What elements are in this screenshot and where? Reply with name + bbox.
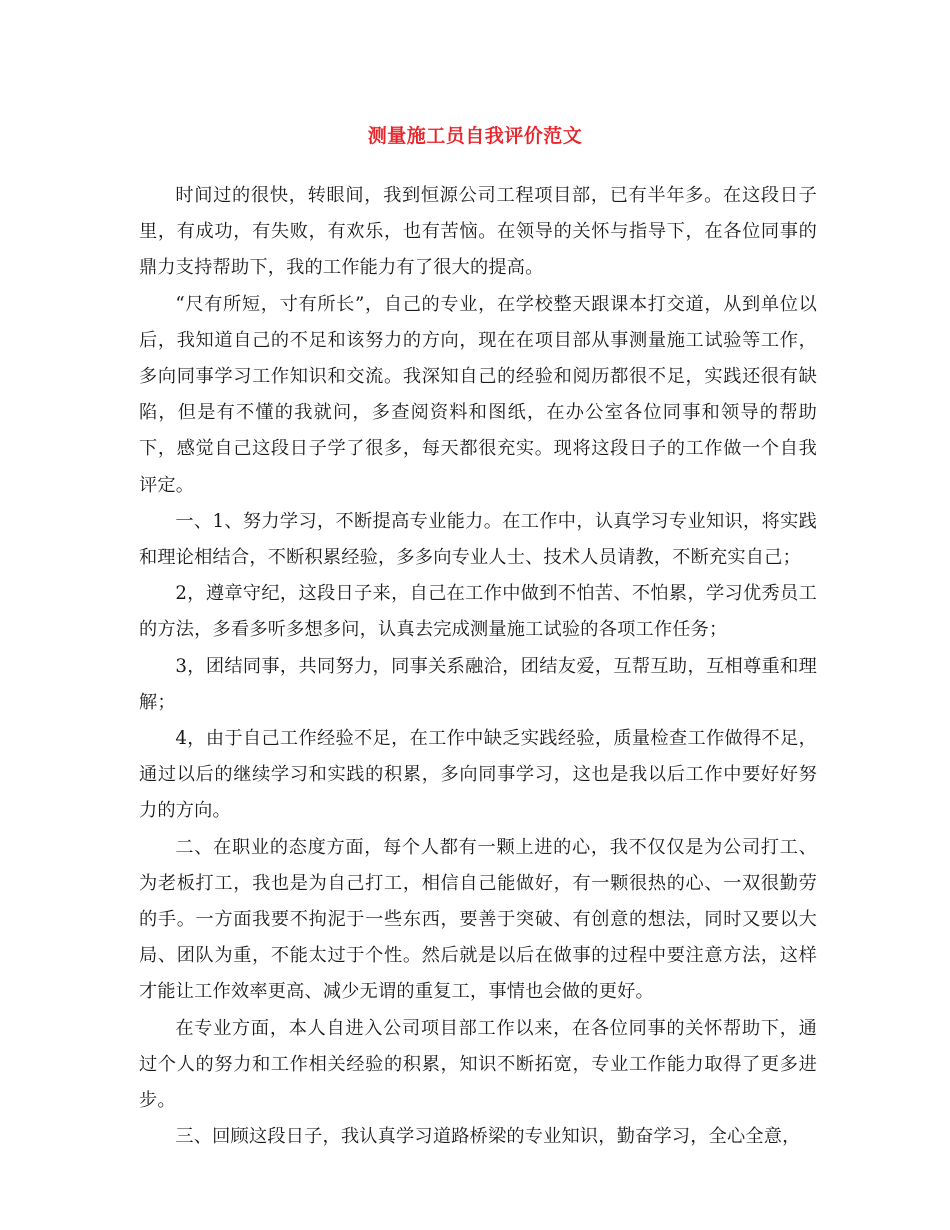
paragraph-item-3: 3，团结同事，共同努力，同事关系融洽，团结友爱，互帮互助，互相尊重和理解； <box>139 655 817 713</box>
paragraph-item-4: 4，由于自己工作经验不足，在工作中缺乏实践经验，质量检查工作做得不足，通过以后的继续学习和实践的积累，多向同事学习，这也是我以后工作中要好好努力的方向。 <box>139 728 817 822</box>
document-body <box>139 178 817 1155</box>
paragraph-section-2: 二、在职业的态度方面，每个人都有一颗上进的心，我不仅仅是为公司打工、为老板打工，我也是为自己打工，相信自己能做好，有一颗很热的心、一双很勤劳的手。一方面我要不拘泥于一些东西，要善于突破、有创意的想法，同时又要以大局、团队为重，不能太过于个性。然后就是以后在做事的过程中要注意方法，这样才能让工作效率更高、减少无谓的重复工，事情也会做的更好。 <box>139 836 817 1003</box>
paragraph-item-1: 一、1、努力学习，不断提高专业能力。在工作中，认真学习专业知识，将实践和理论相结合，不断积累经验，多多向专业人士、技术人员请教，不断充实自己； <box>139 510 817 569</box>
paragraph-professional: 在专业方面，本人自进入公司项目部工作以来，在各位同事的关怀帮助下，通过个人的努力和工作相关经验的积累，知识不断拓宽，专业工作能力取得了更多进步。 <box>139 1017 817 1112</box>
paragraph-intro: 时间过的很快，转眼间，我到恒源公司工程项目部，已有半年多。在这段日子里，有成功，有失败，有欢乐，也有苦恼。在领导的关怀与指导下，在各位同事的鼎力支持帮助下，我的工作能力有了很大的提高。 <box>139 185 817 279</box>
document-title: 测量施工员自我评价范文 <box>367 125 583 147</box>
paragraph-section-3: 三、回顾这段日子，我认真学习道路桥梁的专业知识，勤奋学习，全心全意， <box>175 1126 801 1148</box>
paragraph-proverb: “尺有所短，寸有所长”，自己的专业，在学校整天跟课本打交道，从到单位以后，我知道自己的不足和该努力的方向，现在在项目部从事测量施工试验等工作，多向同事学习工作知识和交流。我深知自己的经验和阅历都很不足，实践还很有缺陷，但是有不懂的我就问，多查阅资料和图纸，在办公室各位同事和领导的帮助下，感觉自己这段日子学了很多，每天都很充实。现将这段日子的工作做一个自我评定。 <box>139 293 817 496</box>
paragraph-item-2: 2，遵章守纪，这段日子来，自己在工作中做到不怕苦、不怕累，学习优秀员工的方法，多看多听多想多问，认真去完成测量施工试验的各项工作任务； <box>139 583 817 641</box>
